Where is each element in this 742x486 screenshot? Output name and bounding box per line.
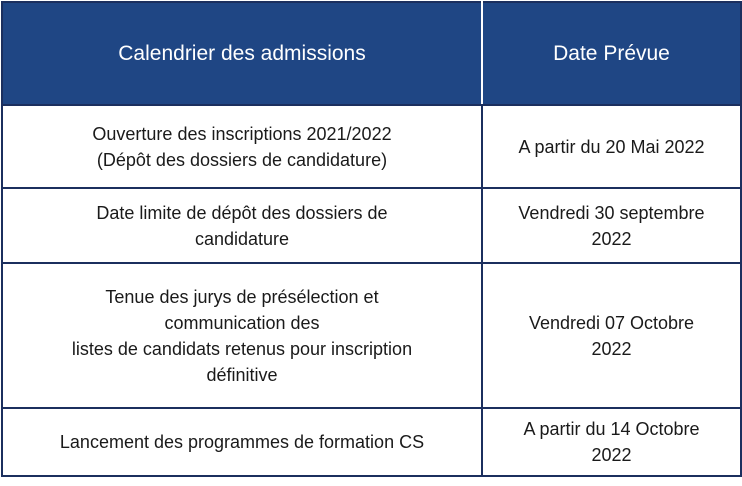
event-text: listes de candidats retenus pour inscription [71, 338, 413, 359]
event-cell [2, 188, 482, 263]
table-row [2, 408, 741, 476]
event-text: définitive [206, 364, 278, 385]
event-text: Tenue des jurys de présélection et [105, 286, 379, 307]
event-cell [2, 105, 482, 188]
event-cell [2, 408, 482, 476]
date-cell [482, 105, 741, 188]
date-text: A partir du 14 Octobre [523, 419, 700, 439]
table-row [2, 188, 741, 263]
table-header [2, 2, 741, 105]
table-body [2, 105, 741, 476]
date-text: 2022 [591, 338, 632, 359]
header-event: Calendrier des admissions [2, 2, 482, 105]
event-text: Lancement des programmes de formation CS [59, 432, 425, 452]
date-text: A partir du 20 Mai 2022 [518, 136, 705, 157]
admissions-calendar-table [1, 1, 742, 477]
event-cell [2, 263, 482, 408]
table-row [2, 105, 741, 188]
event-text: Date limite de dépôt des dossiers de [96, 202, 388, 223]
event-text: (Dépôt des dossiers de candidature) [96, 149, 388, 170]
event-text: communication des [164, 312, 320, 333]
date-cell [482, 188, 741, 263]
date-text: 2022 [591, 445, 632, 465]
header-date: Date Prévue [482, 2, 741, 105]
header-row [2, 2, 741, 105]
event-text: Ouverture des inscriptions 2021/2022 [92, 123, 392, 144]
event-text: candidature [194, 228, 290, 249]
date-text: Vendredi 30 septembre [518, 202, 705, 223]
table-row [2, 263, 741, 408]
date-text: Vendredi 07 Octobre [528, 312, 695, 333]
date-text: 2022 [591, 228, 632, 249]
date-cell [482, 263, 741, 408]
date-cell [482, 408, 741, 476]
